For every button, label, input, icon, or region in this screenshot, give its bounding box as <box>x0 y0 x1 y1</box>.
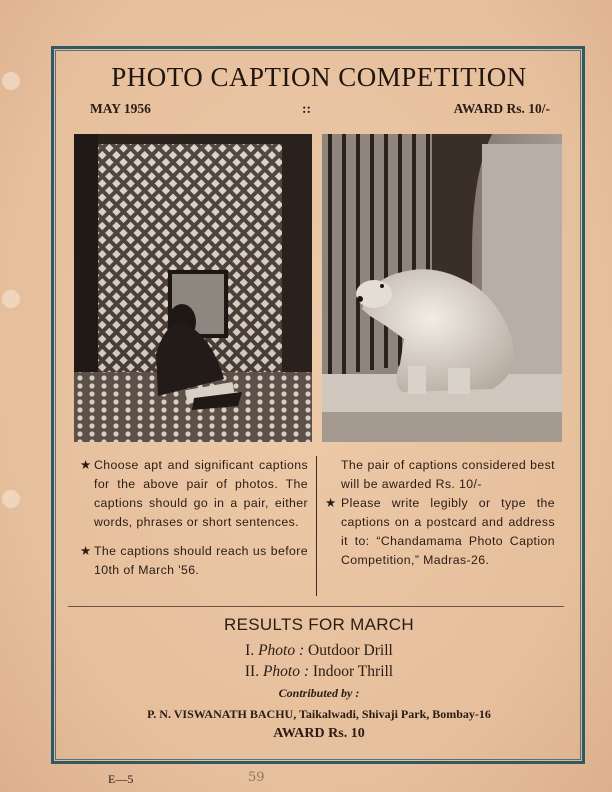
result-numeral: I. <box>245 642 255 659</box>
binding-hole <box>2 72 20 90</box>
photo-right <box>322 134 562 442</box>
result-caption: Outdoor Drill <box>308 642 393 659</box>
instruction-text: Choose apt and significant captions for the above pair of photos. The captions should go in a pair, either words, phrases or short sentences. <box>94 458 308 529</box>
award-amount: AWARD Rs. 10/- <box>453 101 550 116</box>
star-icon: ★ <box>325 496 337 510</box>
issue-date: MAY 1956 <box>90 101 151 116</box>
instruction-item <box>80 456 308 532</box>
result-numeral: II. <box>244 663 260 680</box>
instructions-right <box>325 456 555 570</box>
photo-left <box>74 134 312 442</box>
header-separator: :: <box>302 101 311 116</box>
section-divider <box>68 606 564 607</box>
instructions-left <box>80 456 308 580</box>
star-icon: ★ <box>80 458 92 472</box>
column-divider <box>316 456 317 596</box>
page-title: PHOTO CAPTION COMPETITION <box>111 62 527 92</box>
binding-hole <box>2 290 20 308</box>
instruction-item <box>325 494 555 570</box>
instruction-text: Please write legibly or type the captions on a postcard and address it to: “Chandamama Photo Caption Competition,” Madras-26. <box>341 496 555 567</box>
binding-hole <box>2 490 20 508</box>
result-label: Photo : <box>262 663 310 680</box>
result-label: Photo : <box>258 642 305 659</box>
contributor-name: P. N. VISWANATH BACHU, Taikalwadi, Shivaji Park, Bombay-16 <box>147 707 491 721</box>
result-caption: Indoor Thrill <box>312 663 394 680</box>
results-title: RESULTS FOR MARCH <box>224 615 414 634</box>
instruction-text: The pair of captions considered best will be awarded Rs. 10/- <box>341 458 555 491</box>
instruction-text: The captions should reach us before 10th of March '56. <box>94 544 308 577</box>
result-item <box>60 663 578 681</box>
instruction-item <box>325 456 555 494</box>
star-icon: ★ <box>80 544 92 558</box>
pencil-mark: 59 <box>248 770 265 785</box>
results-award: AWARD Rs. 10 <box>273 726 365 741</box>
contributed-by-label: Contributed by : <box>278 686 360 700</box>
page-number: E—5 <box>108 772 134 786</box>
header-subline <box>90 101 550 119</box>
result-item <box>60 642 578 660</box>
instruction-item <box>80 542 308 580</box>
